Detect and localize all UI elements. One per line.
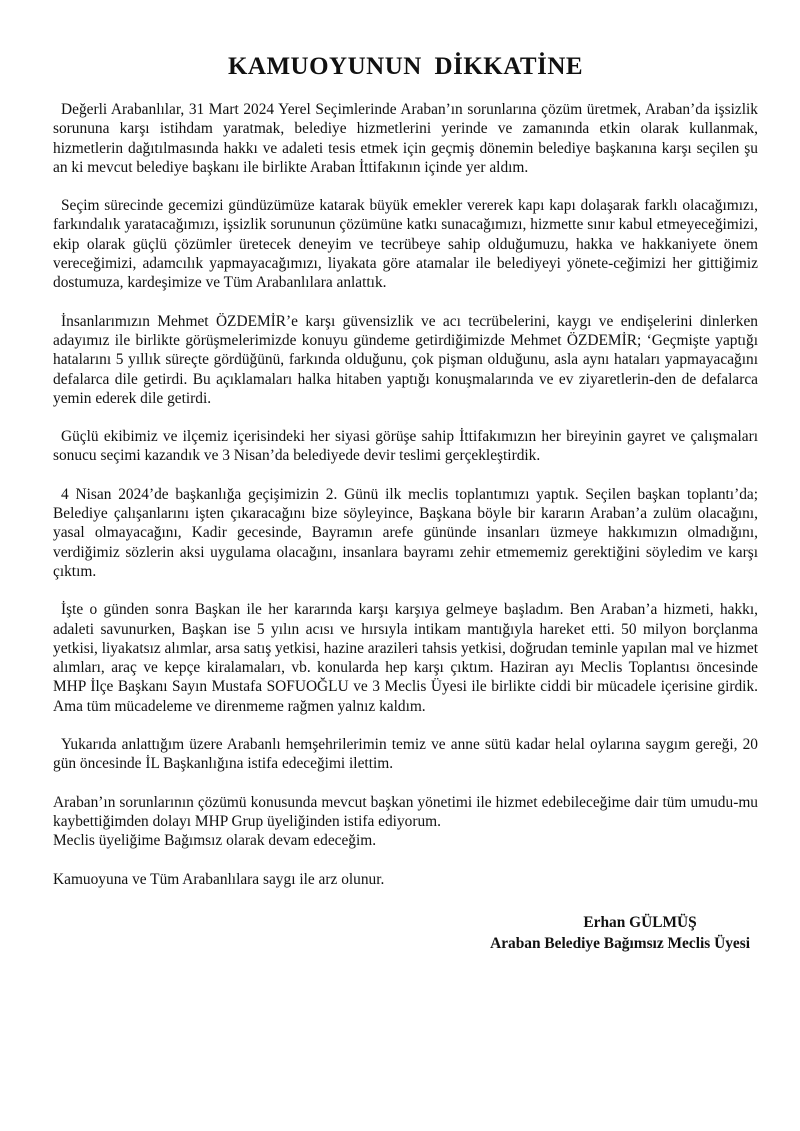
closing-line-1: Araban’ın sorunlarının çözümü konusunda mevcut başkan yönetimi ile hizmet edebileceğime dair tüm umudu-mu kaybettiğimden dolayı MHP Grup üyeliğinden istifa ediyorum. — [53, 793, 758, 830]
paragraph-6: İşte o günden sonra Başkan ile her kararında karşı karşıya gelmeye başladım. Ben Araban’a hizmeti, hakkı, adaleti savunurken, Başkan ise 5 yılın acısı ve hırsıyla intikam mantığıyla hareket etti. 50 milyon borçlanma yetkisi, liyakatsız alımlar, arsa satış yetkisi, hazine arazileri tahsis yetkisi, doğrudan teminle yapılan mal ve hizmet alımları, araç ve kepçe kiralamaları, vb. konularda hep karşı çıktım. Haziran ayı Meclis Toplantısı öncesinde MHP İlçe Başkanı Sayın Mustafa SOFUOĞLU ve 3 Meclis Üyesi ile birlikte ciddi bir mücadele içerisine girdik. Ama tüm mücadeleme ve direnmeme rağmen yalnız kaldım. — [53, 601, 759, 715]
paragraph-1: Değerli Arabanlılar, 31 Mart 2024 Yerel Seçimlerinde Araban’ın sorunlarına çözüm üretmek, Araban’da işsizlik sorununa karşı istihdam yaratmak, belediye hizmetlerini yerinde ve zamanında etkin olarak kullanmak, hizmetlerin dağıtılmasında hakkı ve adaleti tesis etmek için geçmiş dönemin belediye başkanına karşı seçilen şu an ki mevcut belediye başkanı ile birlikte Araban İttifakının içinde yer aldım. — [53, 101, 758, 176]
closing-line-2: Meclis üyeliğime Bağımsız olarak devam edeceğim. — [53, 832, 377, 850]
paragraph-7: Yukarıda anlattığım üzere Arabanlı hemşehrilerimin temiz ve anne sütü kadar helal oylarına saygım gereği, 20 gün öncesinde İL Başkanlığına istifa edeceğimi ilettim. — [53, 736, 758, 773]
signature-block — [490, 912, 750, 954]
paragraph-4: Güçlü ekibimiz ve ilçemiz içerisindeki her siyasi görüşe sahip İttifakımızın her bireyinin gayret ve çalışmaları sonucu seçimi kazandık ve 3 Nisan’da belediyede devir teslimi gerçekleştirdik. — [53, 428, 758, 465]
salutation: Kamuoyuna ve Tüm Arabanlılara saygı ile arz olunur. — [53, 870, 385, 888]
paragraph-3: İnsanlarımızın Mehmet ÖZDEMİR’e karşı güvensizlik ve acı tecrübelerini, kaygı ve endişelerini dinlerken adayımız ile birlikte görüşmelerimizde konuyu gündeme getirdiğimizde Mehmet ÖZDEMİR; ‘Geçmişte yaptığı hatalarını 5 yıllık süreçte gördüğünü, farkında olduğunu, çok pişman olduğunu, asla aynı hataları yapmayacağını defalarca dile getirdi. Bu açıklamaları halka hitaben yaptığı konuşmalarında ve ev ziyaretlerin-den de defalarca yemin ederek dile getirdi. — [53, 312, 758, 407]
document-body — [53, 100, 758, 889]
document-title: KAMUOYUNUN DİKKATİNE — [227, 53, 584, 80]
signature-role: Araban Belediye Bağımsız Meclis Üyesi — [490, 935, 750, 952]
signature-name: Erhan GÜLMÜŞ — [583, 914, 697, 931]
closing-paragraph — [53, 793, 758, 851]
paragraph-2: Seçim sürecinde gecemizi gündüzümüze katarak büyük emekler vererek kapı kapı dolaşarak farklı olacağımızı, farkındalık yaratacağımızı, işsizlik sorununun çözümüne katkı sunacağımızı, hizmette sınır kabul etmeyeceğimizi, ekip olarak güçlü çözümler üretecek deneyim ve tecrübeye sahip olduğumuzu, hakka ve hakkaniyete önem vereceğimizi, adamcılık yapmayacağımızı, liyakata göre atamalar ile belediyeyi yönete-ceğimizi her gittiğimiz dostumuza, kardeşimize ve Tüm Arabanlılara anlattık. — [53, 197, 758, 292]
paragraph-5: 4 Nisan 2024’de başkanlığa geçişimizin 2. Günü ilk meclis toplantımızı yaptık. Seçilen başkan toplantı’da; Belediye çalışanlarını işten çıkaracağını bize söyleyince, Başkana böyle bir kararın Araban’a zulüm olacağını, yasal olmayacağını, Kadir gecesinde, Bayramın arefe gününde insanları üzmeye hakkımızın olmadığını, verdiğimiz sözlerin aksi uygulama olacağını, insanlara bayramı zehir etmememiz gerektiğini söyledim ve karşı çıktım. — [53, 485, 758, 580]
